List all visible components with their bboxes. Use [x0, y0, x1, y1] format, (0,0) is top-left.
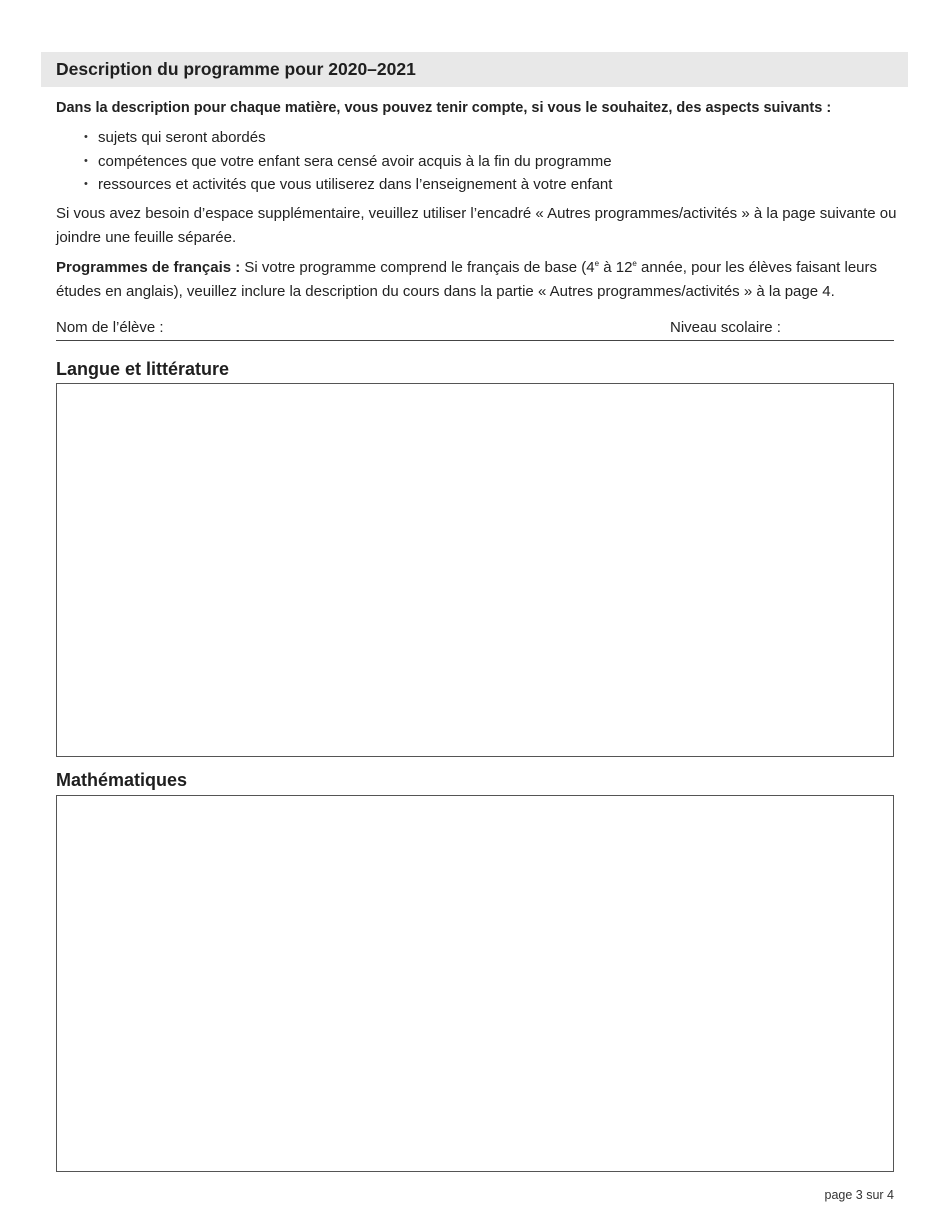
subject-title-language-arts: Langue et littérature — [56, 359, 230, 379]
student-name-label: Nom de l’élève : — [56, 319, 164, 336]
ordinal-suffix: e — [632, 259, 637, 268]
french-text-part: à 12 — [599, 259, 633, 276]
extra-space-note: Si vous avez besoin d’espace supplémentaire, veuillez utiliser l’encadré « Autres programmes/activités » à la page suivante ou joindre une feuille séparée. — [56, 205, 897, 246]
language-arts-description-field[interactable] — [56, 383, 894, 757]
french-text-part: Si votre programme comprend le français de base (4 — [240, 259, 595, 276]
grade-level-label: Niveau scolaire : — [670, 319, 781, 336]
student-info-row — [56, 318, 894, 341]
ordinal-suffix: e — [594, 259, 600, 268]
french-programs-note — [56, 256, 901, 304]
page-number: page 3 sur 4 — [824, 1188, 894, 1202]
list-item: • sujets qui seront abordés — [56, 126, 612, 150]
mathematics-description-field[interactable] — [56, 795, 894, 1172]
grade-level-field[interactable] — [790, 318, 894, 339]
french-programs-lead: Programmes de français : — [56, 259, 241, 276]
list-item: • ressources et activités que vous utiliserez dans l’enseignement à votre enfant — [56, 173, 612, 197]
french-text-part: année, pour les élèves faisant leurs études en anglais), veuillez inclure la description du cours dans la partie « Autres programmes/activités » à la page 4. — [56, 259, 878, 300]
student-name-field[interactable] — [170, 318, 660, 339]
subject-title-mathematics: Mathématiques — [56, 770, 188, 790]
list-item: • compétences que votre enfant sera censé avoir acquis à la fin du programme — [56, 150, 612, 174]
aspects-list — [56, 126, 612, 197]
section-header — [41, 52, 908, 87]
intro-instructions: Dans la description pour chaque matière, vous pouvez tenir compte, si vous le souhaitez, des aspects suivants : — [56, 100, 832, 116]
section-title: Description du programme pour 2020–2021 — [56, 59, 416, 79]
